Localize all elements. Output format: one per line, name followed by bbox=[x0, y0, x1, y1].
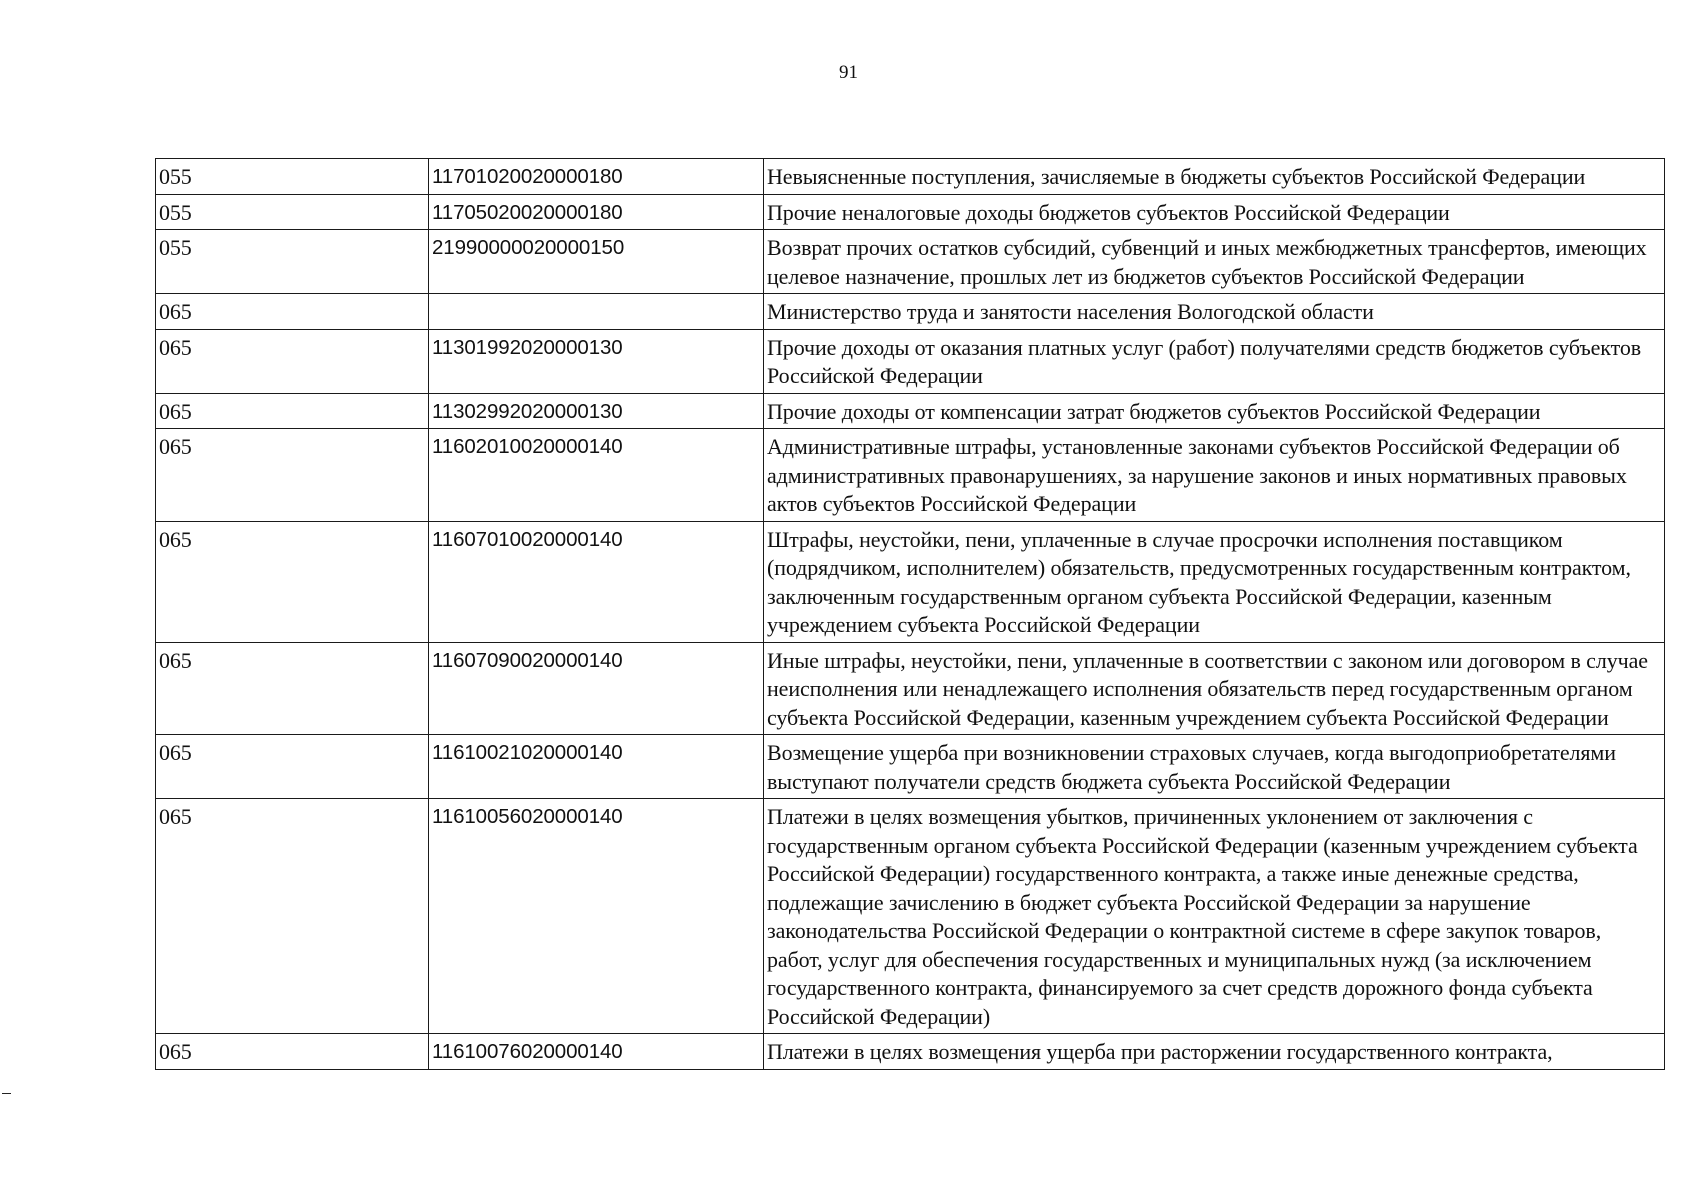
table-row bbox=[156, 735, 1665, 799]
income-name-cell: Прочие неналоговые доходы бюджетов субъектов Российской Федерации bbox=[764, 194, 1665, 230]
income-name-cell: Прочие доходы от оказания платных услуг (работ) получателями средств бюджетов субъектов Российской Федерации bbox=[764, 329, 1665, 393]
admin-code-cell: 065 bbox=[156, 642, 429, 735]
income-code-cell: 11610021020000140 bbox=[429, 735, 764, 799]
income-name-cell: Возврат прочих остатков субсидий, субвенций и иных межбюджетных трансфертов, имеющих целевое назначение, прошлых лет из бюджетов субъектов Российской Федерации bbox=[764, 230, 1665, 294]
income-code-cell: 11705020020000180 bbox=[429, 194, 764, 230]
admin-code-cell: 065 bbox=[156, 329, 429, 393]
admin-code-cell: 055 bbox=[156, 194, 429, 230]
income-code-cell: 11607010020000140 bbox=[429, 521, 764, 642]
income-code-cell: 11701020020000180 bbox=[429, 159, 764, 195]
income-code-cell: 11607090020000140 bbox=[429, 642, 764, 735]
income-code-cell: 11602010020000140 bbox=[429, 429, 764, 522]
admin-code-cell: 065 bbox=[156, 429, 429, 522]
admin-code-cell: 065 bbox=[156, 393, 429, 429]
income-code-cell: 11610056020000140 bbox=[429, 799, 764, 1034]
table-row bbox=[156, 642, 1665, 735]
income-name-cell: Штрафы, неустойки, пени, уплаченные в случае просрочки исполнения поставщиком (подрядчиком, исполнителем) обязательств, предусмотренных государственным контрактом, заключенным государственным органом субъекта Российской Федерации, казенным учреждением субъекта Российской Федерации bbox=[764, 521, 1665, 642]
table-row bbox=[156, 393, 1665, 429]
table-row bbox=[156, 294, 1665, 330]
table-row bbox=[156, 230, 1665, 294]
income-code-cell: 11610076020000140 bbox=[429, 1034, 764, 1070]
income-code-cell: 11302992020000130 bbox=[429, 393, 764, 429]
admin-code-cell: 055 bbox=[156, 159, 429, 195]
table-row bbox=[156, 329, 1665, 393]
table-row bbox=[156, 429, 1665, 522]
admin-code-cell: 065 bbox=[156, 1034, 429, 1070]
income-code-cell bbox=[429, 294, 764, 330]
income-name-cell: Министерство труда и занятости населения Вологодской области bbox=[764, 294, 1665, 330]
income-name-cell: Возмещение ущерба при возникновении страховых случаев, когда выгодоприобретателями выступают получатели средств бюджета субъекта Российской Федерации bbox=[764, 735, 1665, 799]
income-name-cell: Платежи в целях возмещения убытков, причиненных уклонением от заключения с государственным органом субъекта Российской Федерации (казенным учреждением субъекта Российской Федерации) государственного контракта, а также иные денежные средства, подлежащие зачислению в бюджет субъекта Российской Федерации за нарушение законодательства Российской Федерации о контрактной системе в сфере закупок товаров, работ, услуг для обеспечения государственных и муниципальных нужд (за исключением государственного контракта, финансируемого за счет средств дорожного фонда субъекта Российской Федерации) bbox=[764, 799, 1665, 1034]
income-name-cell: Невыясненные поступления, зачисляемые в бюджеты субъектов Российской Федерации bbox=[764, 159, 1665, 195]
income-name-cell: Платежи в целях возмещения ущерба при расторжении государственного контракта, bbox=[764, 1034, 1665, 1070]
budget-classification-table bbox=[155, 158, 1665, 1070]
page-number: 91 bbox=[839, 62, 858, 83]
admin-code-cell: 065 bbox=[156, 735, 429, 799]
table-row bbox=[156, 521, 1665, 642]
income-code-cell: 21990000020000150 bbox=[429, 230, 764, 294]
table-row bbox=[156, 159, 1665, 195]
admin-code-cell: 065 bbox=[156, 799, 429, 1034]
margin-mark bbox=[2, 1093, 11, 1094]
income-name-cell: Прочие доходы от компенсации затрат бюджетов субъектов Российской Федерации bbox=[764, 393, 1665, 429]
table-row bbox=[156, 194, 1665, 230]
admin-code-cell: 065 bbox=[156, 294, 429, 330]
table-row bbox=[156, 1034, 1665, 1070]
income-code-cell: 11301992020000130 bbox=[429, 329, 764, 393]
income-name-cell: Иные штрафы, неустойки, пени, уплаченные в соответствии с законом или договором в случае неисполнения или ненадлежащего исполнения обязательств перед государственным органом субъекта Российской Федерации, казенным учреждением субъекта Российской Федерации bbox=[764, 642, 1665, 735]
income-name-cell: Административные штрафы, установленные законами субъектов Российской Федерации об административных правонарушениях, за нарушение законов и иных нормативных правовых актов субъектов Российской Федерации bbox=[764, 429, 1665, 522]
admin-code-cell: 055 bbox=[156, 230, 429, 294]
table-row bbox=[156, 799, 1665, 1034]
admin-code-cell: 065 bbox=[156, 521, 429, 642]
